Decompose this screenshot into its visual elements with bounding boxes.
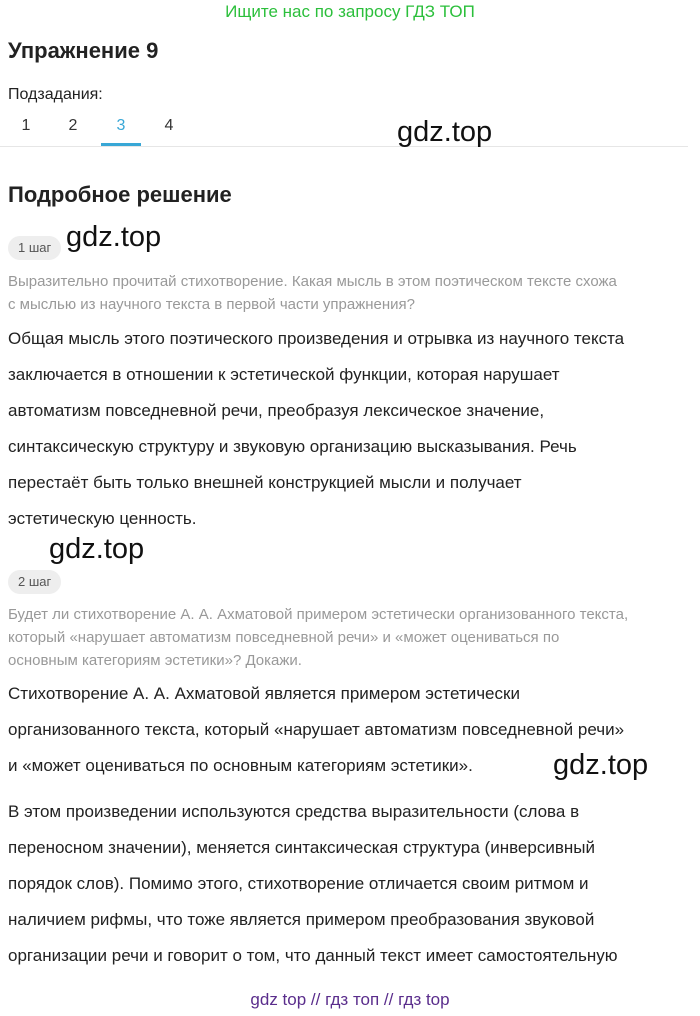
subtask-tab-4[interactable]: 4 <box>164 117 174 134</box>
answer-line: наличием рифмы, что тоже является примером преобразования звуковой <box>8 910 595 929</box>
step-answer <box>8 321 693 537</box>
answer-line: автоматизм повседневной речи, преобразуя лексическое значение, <box>8 401 545 420</box>
step-badge: 1 шаг <box>8 236 61 260</box>
subtask-tab-1[interactable]: 1 <box>21 117 31 134</box>
subtasks-label: Подзадания: <box>8 86 103 103</box>
footer-watermark: gdz top // гдз топ // гдз top <box>250 990 450 1009</box>
subtask-tab-2[interactable]: 2 <box>68 117 78 134</box>
answer-line: и «может оцениваться по основным категориям эстетики». <box>8 756 473 775</box>
answer-line: В этом произведении используются средства выразительности (слова в <box>8 802 580 821</box>
question-line: Выразительно прочитай стихотворение. Какая мысль в этом поэтическом тексте схожа <box>8 273 617 290</box>
question-line: основным категориям эстетики»? Докажи. <box>8 652 302 669</box>
watermark: gdz.top <box>49 533 145 565</box>
question-line: с мыслью из научного текста в первой части упражнения? <box>8 296 416 313</box>
exercise-title: Упражнение 9 <box>8 38 159 63</box>
answer-line: организации речи и говорит о том, что данный текст имеет самостоятельную <box>8 946 618 965</box>
subtask-tab-3[interactable]: 3 <box>116 117 126 134</box>
subtask-tabs <box>0 110 688 147</box>
question-line: который «нарушает автоматизм повседневной речи» и «может оцениваться по <box>8 629 560 646</box>
solution-heading: Подробное решение <box>8 182 232 207</box>
step-question <box>8 603 688 672</box>
answer-line: Стихотворение А. А. Ахматовой является примером эстетически <box>8 684 520 703</box>
answer-line: Общая мысль этого поэтического произведения и отрывка из научного текста <box>8 329 625 348</box>
search-hint-banner: Ищите нас по запросу ГДЗ ТОП <box>225 2 475 21</box>
step-question <box>8 270 688 316</box>
answer-line: переносном значении), меняется синтаксическая структура (инверсивный <box>8 838 595 857</box>
answer-line: синтаксическую структуру и звуковую организацию высказывания. Речь <box>8 437 577 456</box>
step-badge: 2 шаг <box>8 570 61 594</box>
question-line: Будет ли стихотворение А. А. Ахматовой примером эстетически организованного текста, <box>8 606 629 623</box>
answer-line: заключается в отношении к эстетической функции, которая нарушает <box>8 365 560 384</box>
answer-line: порядок слов). Помимо этого, стихотворение отличается своим ритмом и <box>8 874 589 893</box>
answer-line: перестаёт быть только внешней конструкцией мысли и получает <box>8 473 522 492</box>
watermark: gdz.top <box>66 221 162 253</box>
answer-line: организованного текста, который «нарушает автоматизм повседневной речи» <box>8 720 625 739</box>
step-answer-continued <box>8 794 693 974</box>
watermark: gdz.top <box>397 116 493 148</box>
active-tab-indicator <box>101 143 141 146</box>
answer-line: эстетическую ценность. <box>8 509 197 528</box>
watermark: gdz.top <box>553 749 649 781</box>
